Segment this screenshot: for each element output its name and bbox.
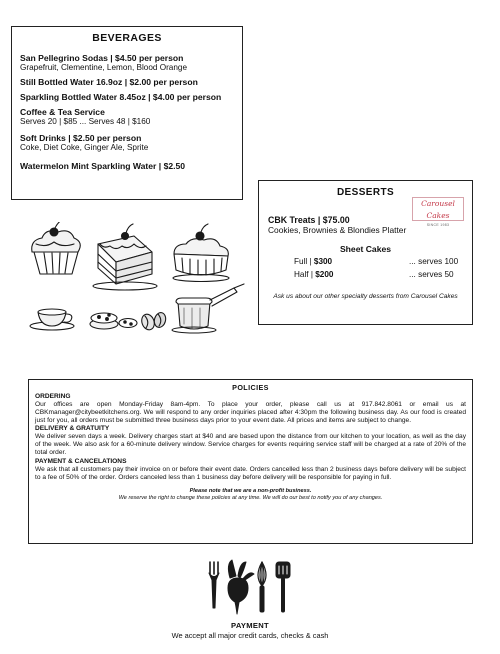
beverage-detail: Grapefruit, Clementine, Lemon, Blood Orange bbox=[20, 63, 188, 72]
beverage-title: Still Bottled Water 16.9oz | $2.00 per person bbox=[20, 77, 198, 87]
policy-change-note: We reserve the right to change these policies at any time. We will do our best to notify you of any changes. bbox=[118, 494, 383, 501]
policy-heading: ORDERING bbox=[35, 393, 71, 400]
policy-heading: DELIVERY & GRATUITY bbox=[35, 425, 110, 433]
turkish-coffee-pot-icon bbox=[172, 284, 244, 333]
beverages-box bbox=[11, 26, 243, 200]
beverage-item bbox=[20, 107, 234, 126]
sheet-cake-serves: ... serves 100 bbox=[409, 257, 459, 266]
beverages-heading: BEVERAGES bbox=[92, 32, 162, 44]
coffee-beans-icon bbox=[140, 311, 168, 331]
beverage-item bbox=[20, 53, 234, 72]
desserts-note: Ask us about our other specialty desserts from Carousel Cakes bbox=[273, 293, 458, 300]
spatula-icon bbox=[276, 562, 290, 612]
logo-tag: SINCE 1983 bbox=[426, 223, 450, 227]
sheet-cake-size: Full | bbox=[294, 257, 312, 266]
whisk-icon bbox=[258, 562, 266, 612]
cbk-treats-desc: Cookies, Brownies & Blondies Platter bbox=[268, 225, 407, 235]
policies-box bbox=[28, 379, 473, 544]
policies-heading: POLICIES bbox=[232, 383, 269, 392]
nonprofit-note: Please note that we are a non-profit business. bbox=[189, 487, 312, 494]
sheet-cake-price: $200 bbox=[315, 270, 334, 279]
tart-with-cherry-icon bbox=[173, 224, 229, 282]
policy-body: We ask that all customers pay their invoice on or before their event date. Orders cancelled less than 2 business days before delivery will be subject to a fee of 50% of the order. Orders canceled less than 1 business day before delivery will be responsible for paying in full. bbox=[35, 465, 466, 481]
desserts-heading: DESSERTS bbox=[336, 187, 395, 198]
beverage-title: Watermelon Mint Sparkling Water | $2.50 bbox=[20, 161, 186, 171]
sheet-cake-row bbox=[268, 270, 463, 283]
logo-name: Carousel Cakes bbox=[421, 199, 455, 220]
payment-heading: PAYMENT bbox=[231, 621, 269, 630]
beverage-title: San Pellegrino Sodas | $4.50 per person bbox=[20, 53, 184, 63]
beverage-item bbox=[20, 77, 234, 87]
policy-body: We deliver seven days a week. Delivery charges start at $40 and are based upon the distance from our kitchen to your location, as well as the day of the week. We also ask for a 60-minute delivery window. Service charges for events requiring service staff will be charged at a rate of 20% of the total order. bbox=[35, 433, 466, 457]
beverage-item bbox=[20, 161, 234, 171]
beverage-title: Coffee & Tea Service bbox=[20, 107, 105, 117]
policy-section-ordering bbox=[35, 393, 466, 425]
dessert-illustrations bbox=[24, 222, 254, 334]
sheet-cake-row bbox=[268, 257, 463, 270]
policy-heading: PAYMENT & CANCELATIONS bbox=[35, 457, 127, 465]
payment-text: We accept all major credit cards, checks & cash bbox=[171, 631, 329, 640]
carousel-cakes-logo bbox=[412, 197, 464, 227]
beet-icon bbox=[228, 560, 254, 614]
desserts-box bbox=[258, 180, 473, 325]
beverage-title: Soft Drinks | $2.50 per person bbox=[20, 133, 142, 143]
sheet-cake-price: $300 bbox=[313, 257, 333, 266]
layer-cake-slice-icon bbox=[93, 224, 157, 290]
cookies-icon bbox=[90, 313, 137, 329]
policy-section-delivery bbox=[35, 425, 466, 457]
sheet-cakes-heading: Sheet Cakes bbox=[339, 244, 392, 254]
fork-icon bbox=[209, 562, 219, 608]
cbk-treats-title: CBK Treats | $75.00 bbox=[268, 215, 350, 225]
teacup-and-saucer-icon bbox=[30, 309, 74, 330]
cupcake-with-cherry-icon bbox=[32, 222, 81, 274]
beverage-title: Sparkling Bottled Water 8.45oz | $4.00 per person bbox=[20, 92, 222, 102]
sheet-cake-serves: ... serves 50 bbox=[409, 270, 454, 279]
beverage-item bbox=[20, 92, 234, 102]
policy-body: Our offices are open Monday-Friday 8am-4pm. To place your order, please call us at 917.842.8061 or email us at CBKmanager@citybeetkitchens.org. We will respond to any order inquiries placed after 4:30pm the following business day. As our food is created just for you, all orders must be submitted three business days prior to your event date. All prices and items are subject to change. bbox=[35, 401, 466, 425]
beverage-detail: Coke, Diet Coke, Ginger Ale, Sprite bbox=[20, 143, 149, 152]
policy-section-payment bbox=[35, 458, 466, 482]
beverage-detail: Serves 20 | $85 ... Serves 48 | $160 bbox=[20, 117, 151, 126]
beverage-item bbox=[20, 133, 234, 152]
sheet-cake-size: Half | bbox=[294, 270, 313, 279]
kitchen-illustrations bbox=[204, 558, 296, 616]
